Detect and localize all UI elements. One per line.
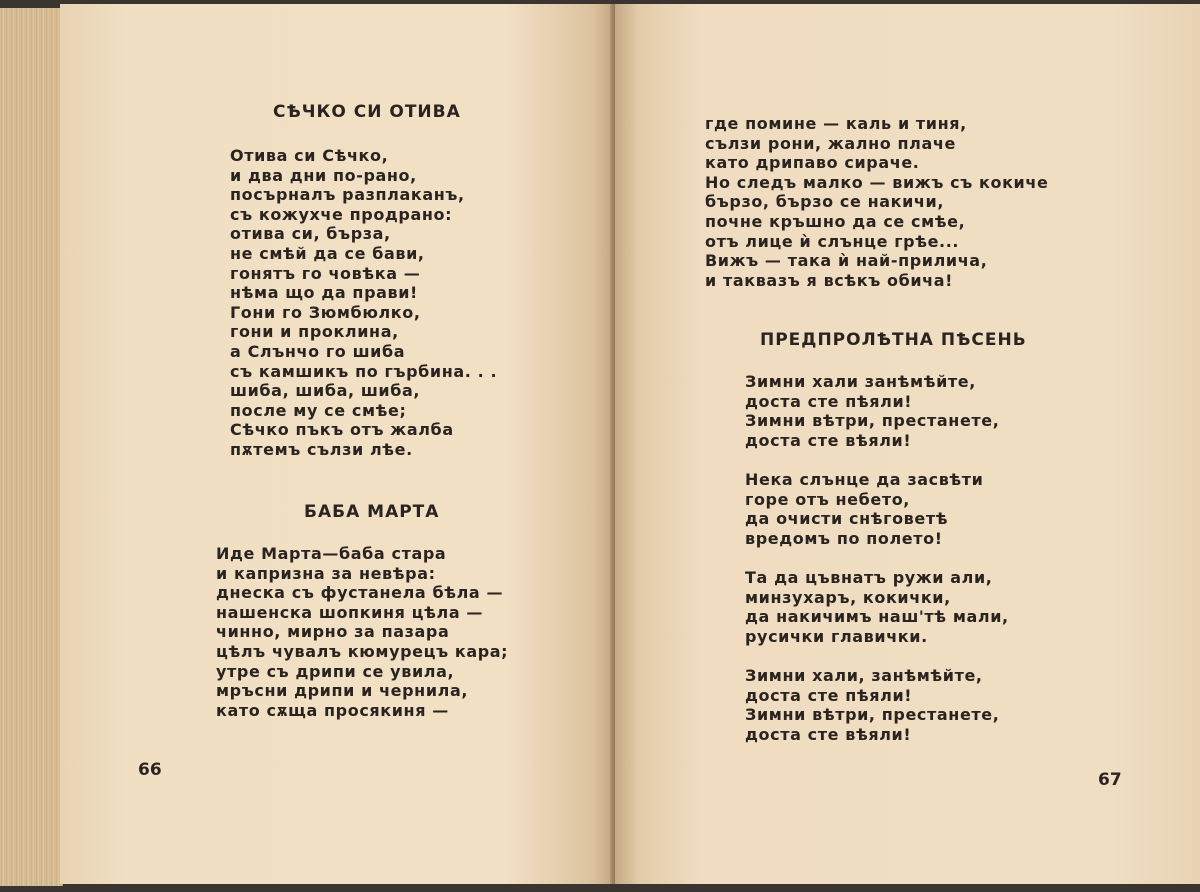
verse-line: Зимни хали занѣмѣйте, [745,372,976,391]
verse-line: Иде Марта—баба стара [216,544,447,563]
verse-line: да очисти снѣговетѣ [745,509,949,529]
verse-line: гони и проклина, [230,322,399,342]
verse-line: като дрипаво сираче. [705,153,920,173]
verse-line: не смѣй да се бави, [230,243,425,263]
verse-line: Но следъ малко — вижъ съ кокиче [705,172,1049,192]
stanza [745,666,1009,744]
verse-line: отъ лице ѝ слънце грѣе... [705,231,960,251]
verse-line: да накичимъ наш'тѣ мали, [745,607,1009,627]
poem-sechko-verse [230,146,497,460]
verse-line: вредомъ по полето! [745,528,943,548]
verse-line: доста сте вѣяли! [745,430,912,450]
verse-line: нѣма що да прави! [230,283,418,303]
verse-line: Та да цъвнатъ ружи али, [745,567,993,587]
poem-baba-marta-continued-verse [705,114,1048,290]
verse-line: цѣлъ чувалъ кюмурецъ кара; [216,641,509,661]
verse-line: пѫтемъ сълзи лѣе. [230,439,413,459]
verse-line: доста сте пѣяли! [745,391,913,411]
page-edges [0,8,63,886]
verse-line: чинно, мирно за пазара [216,622,450,642]
verse-line: утре съ дрипи се увила, [216,661,455,681]
verse-line: нашенска шопкиня цѣла — [216,602,483,622]
stanza [745,470,1009,548]
verse-line: като сѫща просякиня — [216,700,449,720]
verse-line: мръсни дрипи и чернила, [216,681,469,701]
verse-line: почне кръшно да се смѣе, [705,211,966,231]
verse-line: днеска съ фустанела бѣла — [216,583,504,603]
verse-line: и два дни по-рано, [230,165,417,185]
verse-line: отива си, бърза, [230,224,391,244]
verse-line: съ кожухче продрано: [230,204,453,224]
verse-line: гонятъ го човѣка — [230,263,421,283]
verse-line: бързо, бързо се накичи, [705,192,944,212]
poem-title-sechko: СѢЧКО СИ ОТИВА [273,102,461,122]
page-number-left: 66 [138,760,162,780]
verse-line: горе отъ небето, [745,489,910,509]
verse-line: Зимни вѣтри, престанете, [745,411,1000,431]
verse-line: Зимни вѣтри, престанете, [745,705,1000,725]
verse-line: и таквазъ я всѣкъ обича! [705,270,954,290]
verse-line: Нека слънце да засвѣти [745,469,984,489]
poem-title-predproletna: ПРЕДПРОЛѢТНА ПѢСЕНЬ [760,330,1027,350]
page-number-right: 67 [1098,770,1122,790]
poem-baba-marta-verse [216,544,508,720]
verse-line: Вижъ — така ѝ най-прилича, [705,251,988,271]
verse-line: после му се смѣе; [230,400,407,420]
verse-line: шиба, шиба, шиба, [230,381,421,401]
verse-line: Отива си Сѣчко, [230,146,389,165]
verse-line: а Слънчо го шиба [230,341,406,361]
poem-title-baba-marta: БАБА МАРТА [304,502,440,522]
verse-line: доста сте пѣяли! [745,685,913,705]
verse-line: и капризна за невѣра: [216,563,436,583]
verse-line: доста сте вѣяли! [745,724,912,744]
verse-line: съ камшикъ по гърбина. . . [230,361,498,381]
verse-line: Гони го Зюмбюлко, [230,302,421,322]
poem-predproletna-verse [745,372,1009,764]
verse-line: Сѣчко пъкъ отъ жалба [230,420,454,440]
verse-line: Зимни хали, занѣмѣйте, [745,665,983,685]
left-page [60,4,615,884]
stanza [745,568,1009,646]
verse-line: русички главички. [745,626,928,646]
verse-line: посърналъ разплаканъ, [230,185,465,205]
verse-line: минзухаръ, кокички, [745,587,951,607]
verse-line: где помине — каль и тиня, [705,114,967,133]
verse-line: сълзи рони, жално плаче [705,133,956,153]
stanza [745,372,1009,450]
right-page [615,4,1200,884]
